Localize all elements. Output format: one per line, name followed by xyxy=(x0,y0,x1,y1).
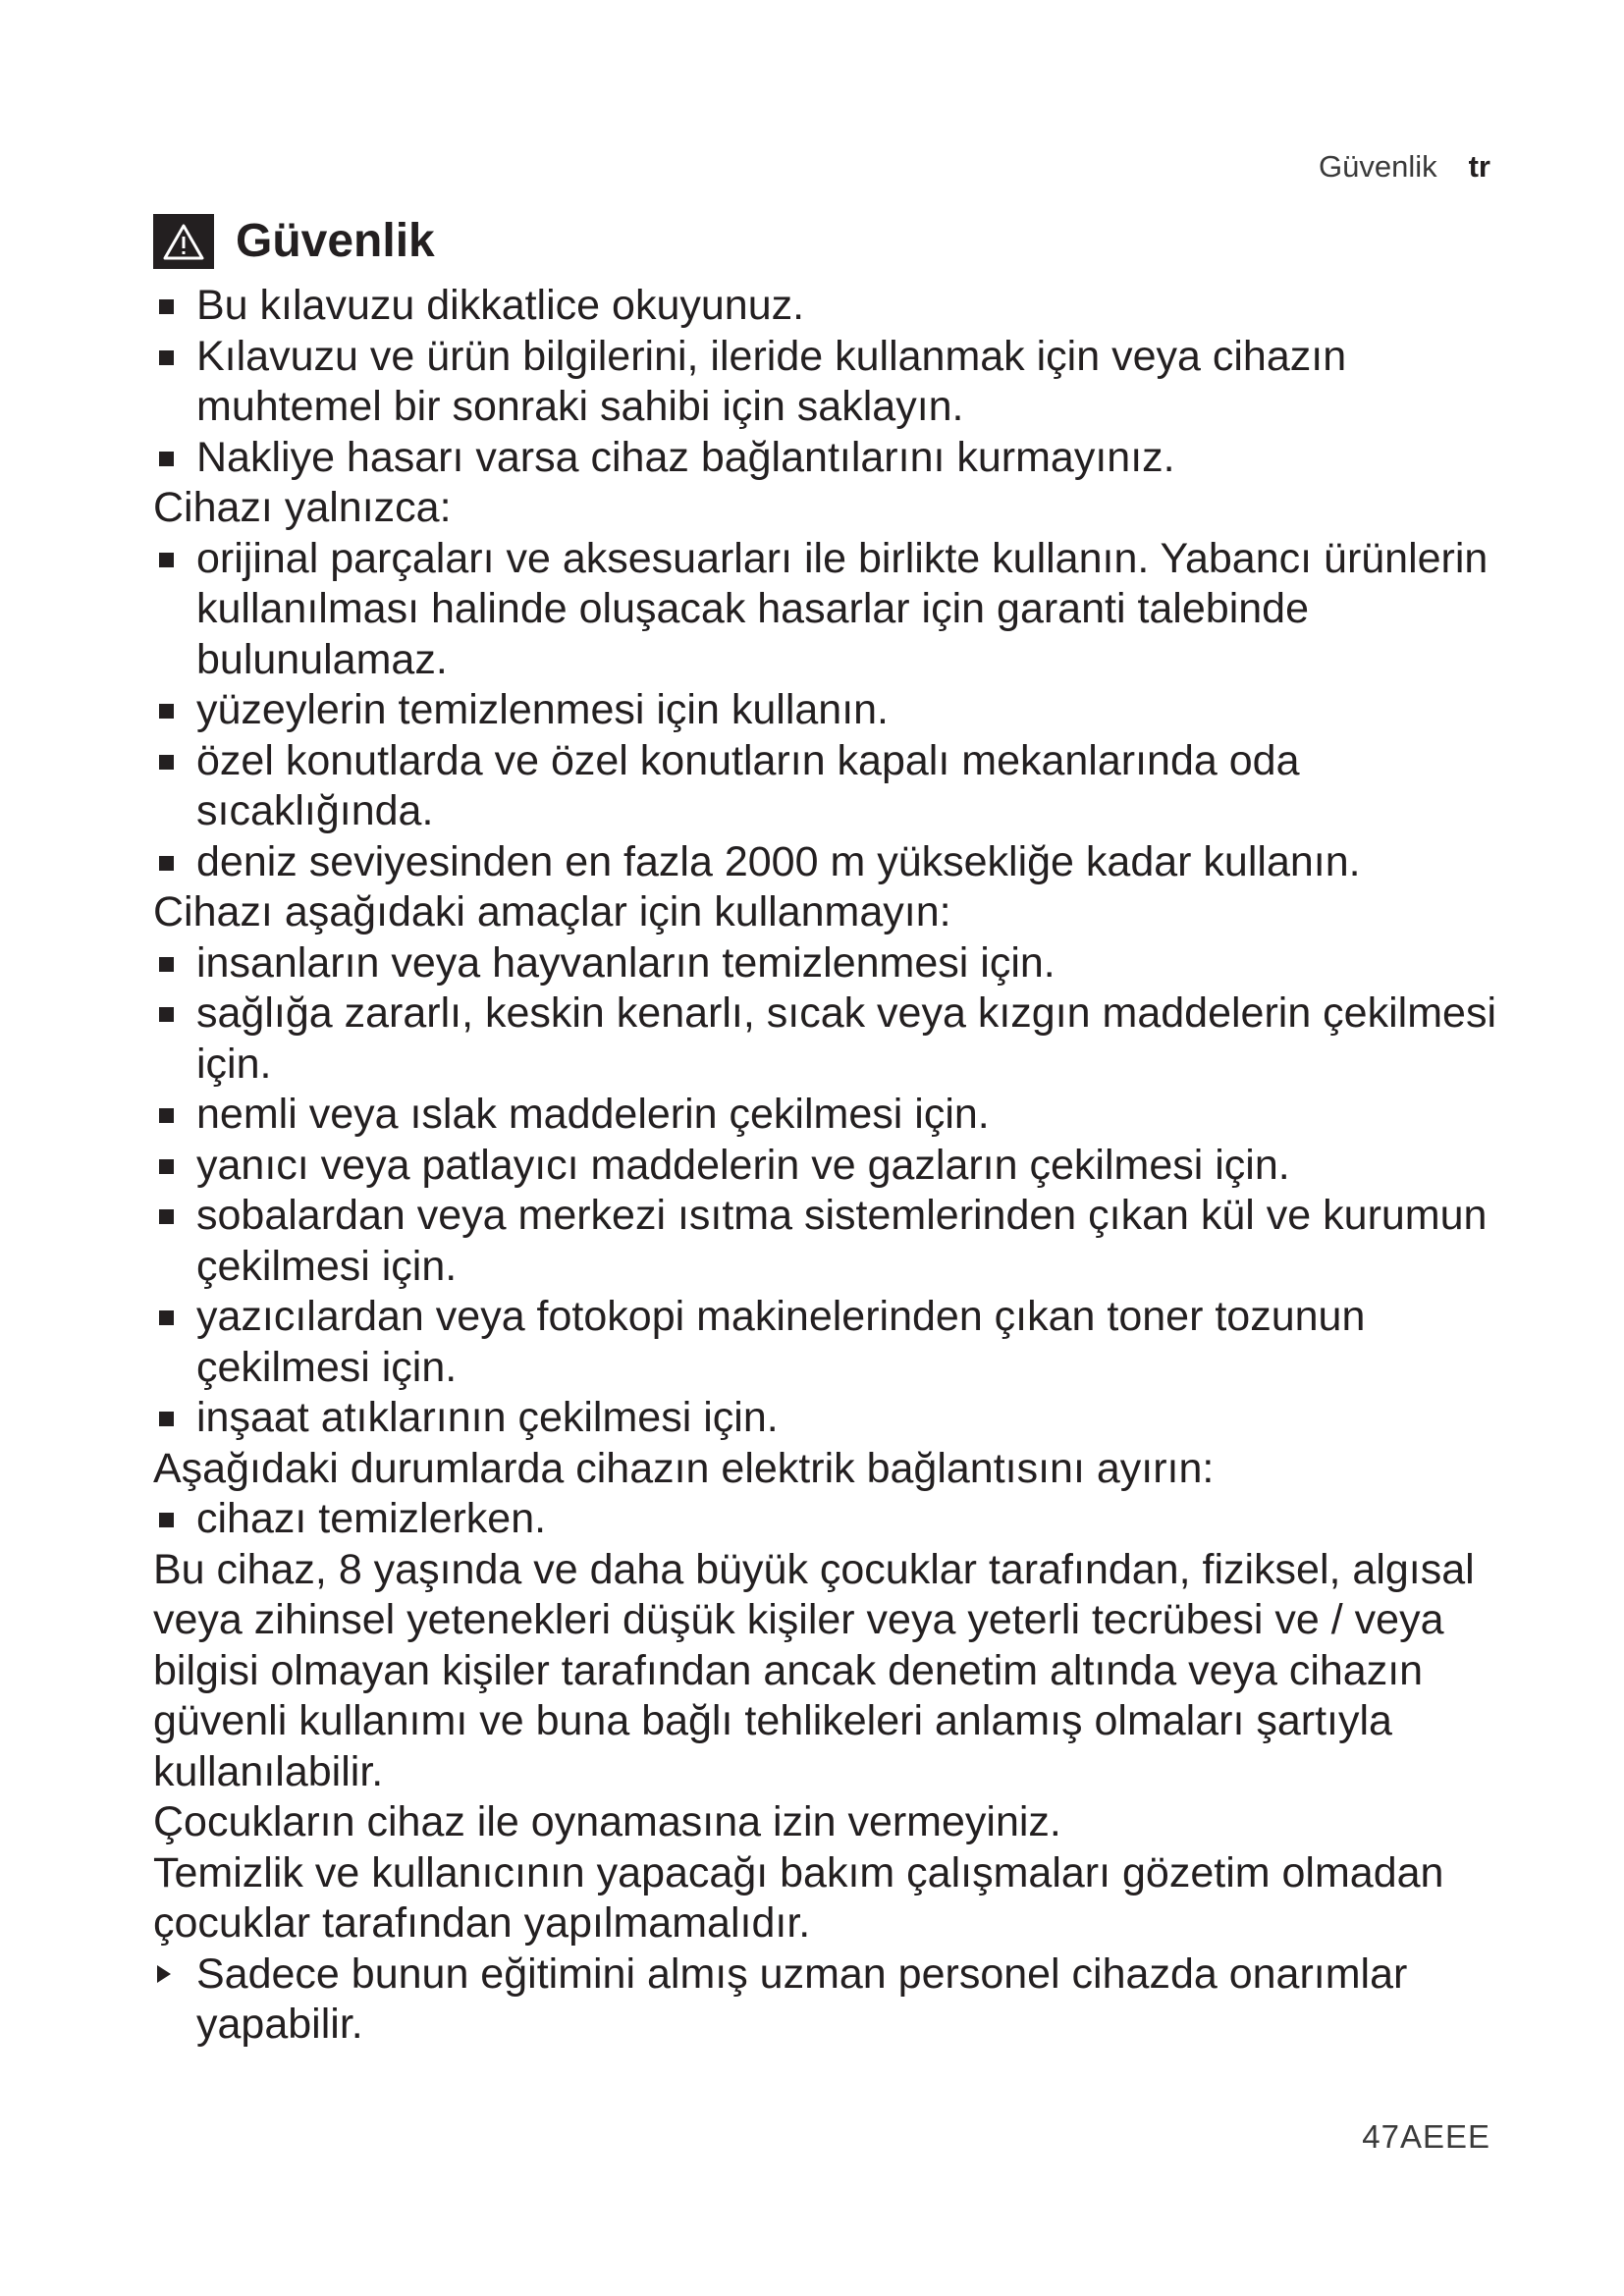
bullet-square-icon xyxy=(159,299,174,314)
paragraph: Bu cihaz, 8 yaşında ve daha büyük çocuklar tarafından, fiziksel, algısal veya zihinsel yetenekleri düşük kişiler veya yeterli tecrübesi ve / veya bilgisi olmayan kişiler tarafından ancak denetim altında veya cihazın güvenli kullanımı ve buna bağlı tehlikeleri anlamış olmaları şartıyla kullanılabilir. xyxy=(153,1545,1475,1795)
bullet-item xyxy=(153,685,1528,736)
bullet-square-icon xyxy=(159,755,174,770)
bullet-square-icon xyxy=(159,1412,174,1426)
page-content xyxy=(153,214,1528,2051)
bullet-item xyxy=(153,736,1528,837)
running-header xyxy=(1319,147,1490,187)
bullet-item xyxy=(153,837,1528,888)
bullet-item xyxy=(153,332,1528,433)
bullet-item xyxy=(153,988,1528,1090)
bullet-square-icon xyxy=(159,1159,174,1174)
bullet-text: Nakliye hasarı varsa cihaz bağlantılarını kurmayınız. xyxy=(196,433,1175,481)
bullet-text: yanıcı veya patlayıcı maddelerin ve gazların çekilmesi için. xyxy=(196,1141,1290,1189)
bullet-text: özel konutlarda ve özel konutların kapalı mekanlarında oda sıcaklığında. xyxy=(196,736,1300,834)
page-title: Güvenlik xyxy=(236,215,435,268)
bullet-text: sobalardan veya merkezi ısıtma sistemlerinden çıkan kül ve kurumun çekilmesi için. xyxy=(196,1192,1488,1290)
bullet-text: cihazı temizlerken. xyxy=(196,1495,547,1542)
bullet-text: deniz seviyesinden en fazla 2000 m yüksekliğe kadar kullanın. xyxy=(196,837,1361,885)
paragraph: Aşağıdaki durumlarda cihazın elektrik bağlantısını ayırın: xyxy=(153,1444,1215,1492)
instruction-step xyxy=(153,1949,1528,2051)
bullet-item xyxy=(153,1141,1528,1192)
bullet-item xyxy=(153,1292,1528,1393)
header-language: tr xyxy=(1468,149,1490,184)
paragraph: Çocukların cihaz ile oynamasına izin vermeyiniz. xyxy=(153,1798,1061,1845)
bullet-text: yüzeylerin temizlenmesi için kullanın. xyxy=(196,686,890,733)
bullet-text: sağlığa zararlı, keskin kenarlı, sıcak veya kızgın maddelerin çekilmesi için. xyxy=(196,989,1496,1088)
bullet-square-icon xyxy=(159,350,174,365)
bullet-item xyxy=(153,1494,1528,1545)
bullet-text: orijinal parçaları ve aksesuarları ile birlikte kullanın. Yabancı ürünlerin kullanılması halinde oluşacak hasarlar için garanti talebinde bulunulamaz. xyxy=(196,534,1489,683)
bullet-square-icon xyxy=(159,452,174,466)
bullet-text: Bu kılavuzu dikkatlice okuyunuz. xyxy=(196,282,805,329)
bullet-item xyxy=(153,938,1528,989)
bullet-square-icon xyxy=(159,856,174,871)
bullet-square-icon xyxy=(159,1209,174,1224)
bullet-square-icon xyxy=(159,957,174,972)
bullet-item xyxy=(153,1090,1528,1141)
bullet-text: nemli veya ıslak maddelerin çekilmesi için. xyxy=(196,1091,990,1138)
bullet-square-icon xyxy=(159,1310,174,1325)
bullet-item xyxy=(153,281,1528,332)
bullet-item xyxy=(153,534,1528,686)
bullet-item xyxy=(153,433,1528,484)
bullet-square-icon xyxy=(159,553,174,567)
arrow-right-icon xyxy=(157,1965,171,1983)
warning-icon xyxy=(153,214,214,269)
header-section: Güvenlik xyxy=(1319,149,1437,184)
bullet-item xyxy=(153,1191,1528,1292)
bullet-text: Kılavuzu ve ürün bilgilerini, ileride kullanmak için veya cihazın muhtemel bir sonraki sahibi için saklayın. xyxy=(196,332,1347,430)
paragraph: Temizlik ve kullanıcının yapacağı bakım çalışmaları gözetim olmadan çocuklar tarafından yapılmamalıdır. xyxy=(153,1848,1444,1947)
bullet-text: inşaat atıklarının çekilmesi için. xyxy=(196,1394,779,1441)
paragraph: Cihazı aşağıdaki amaçlar için kullanmayın: xyxy=(153,888,951,935)
page-code: 47AEEE xyxy=(1362,2118,1490,2155)
bullet-square-icon xyxy=(159,704,174,719)
section-heading xyxy=(153,214,1528,269)
bullet-square-icon xyxy=(159,1007,174,1022)
bullet-square-icon xyxy=(159,1513,174,1527)
paragraph: Cihazı yalnızca: xyxy=(153,484,452,531)
bullet-item xyxy=(153,1393,1528,1444)
bullet-square-icon xyxy=(159,1108,174,1123)
bullet-text: yazıcılardan veya fotokopi makinelerinden çıkan toner tozunun çekilmesi için. xyxy=(196,1293,1366,1391)
instruction-text: Sadece bunun eğitimini almış uzman personel cihazda onarımlar yapabilir. xyxy=(196,1949,1408,2048)
bullet-text: insanların veya hayvanların temizlenmesi için. xyxy=(196,938,1056,987)
